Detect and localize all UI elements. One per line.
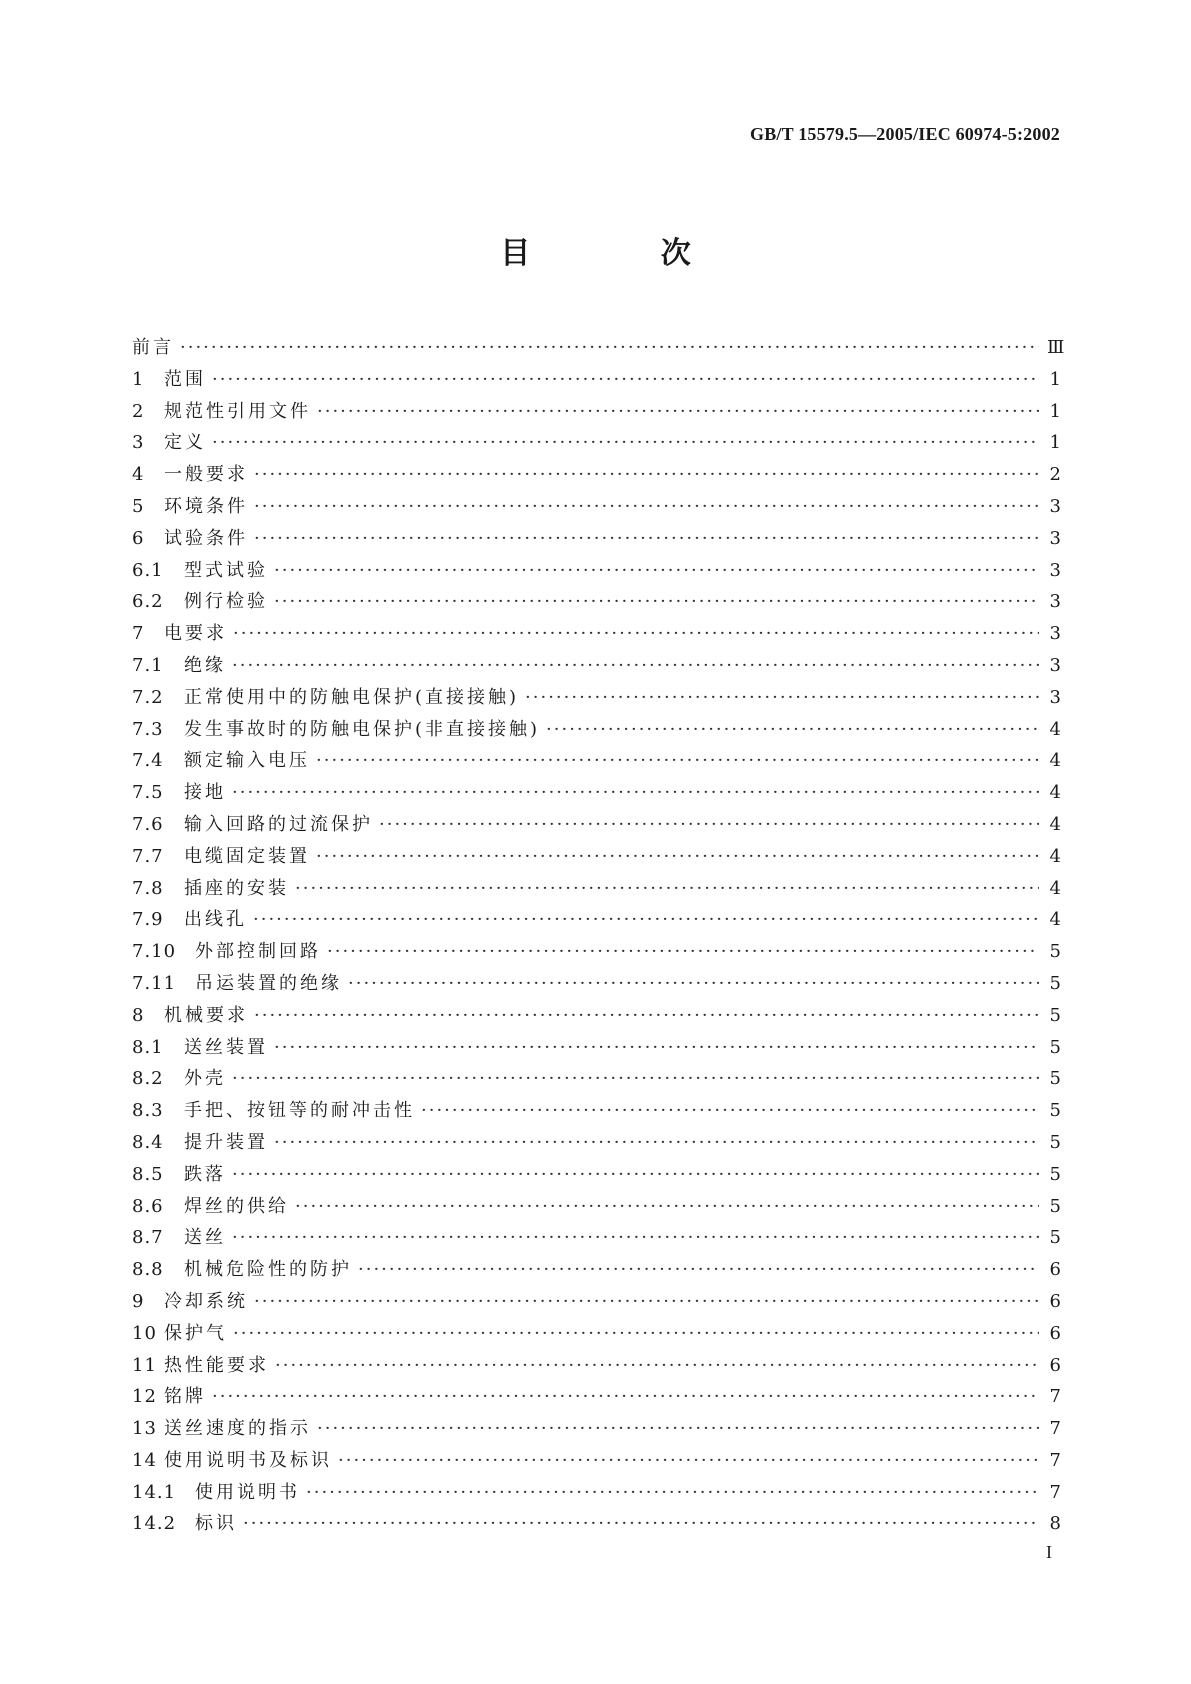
- toc-entry[interactable]: [132, 1382, 1061, 1414]
- toc-entry-label: 热性能要求: [164, 1354, 269, 1376]
- toc-dot-leader: [253, 909, 1039, 930]
- toc-entry[interactable]: [132, 460, 1061, 492]
- toc-entry-page: 8: [1049, 1513, 1061, 1535]
- toc-entry[interactable]: [132, 428, 1061, 460]
- toc-dot-leader: [316, 846, 1039, 867]
- toc-entry[interactable]: [132, 810, 1061, 842]
- toc-entry-label: 机械危险性的防护: [184, 1259, 352, 1281]
- toc-entry[interactable]: [132, 1064, 1061, 1096]
- toc-entry[interactable]: [132, 556, 1061, 588]
- toc-entry-number: 1: [132, 368, 145, 390]
- toc-entry-page: 5: [1049, 1036, 1061, 1058]
- toc-entry[interactable]: [132, 333, 1065, 365]
- toc-entry-page: 5: [1049, 1163, 1061, 1185]
- toc-dot-leader: [233, 1323, 1039, 1344]
- toc-entry[interactable]: [132, 1192, 1061, 1224]
- toc-entry-label: 出线孔: [184, 909, 247, 931]
- toc-dot-leader: [232, 1068, 1039, 1089]
- toc-entry-number: 3: [132, 432, 145, 454]
- toc-entry-label: 吊运装置的绝缘: [195, 972, 342, 994]
- toc-entry-page: 4: [1049, 782, 1061, 804]
- toc-entry[interactable]: [132, 1033, 1061, 1065]
- toc-entry-number: 5: [132, 495, 145, 517]
- toc-entry[interactable]: [132, 492, 1061, 524]
- toc-entry-number: 14.2: [132, 1513, 177, 1535]
- standard-number: GB/T 15579.5—2005/IEC 60974-5:2002: [750, 124, 1060, 144]
- toc-entry[interactable]: [132, 1255, 1061, 1287]
- toc-dot-leader: [338, 1450, 1039, 1471]
- toc-dot-leader: [243, 1513, 1039, 1534]
- toc-entry-number: 8.6: [132, 1195, 164, 1217]
- toc-entry-label: 外部控制回路: [195, 941, 321, 963]
- toc-entry[interactable]: [132, 1287, 1061, 1319]
- toc-entry-label: 机械要求: [164, 1004, 248, 1026]
- toc-entry-page: 5: [1049, 1195, 1061, 1217]
- toc-entry[interactable]: [132, 1160, 1061, 1192]
- toc-entry-number: 7.11: [132, 972, 177, 994]
- toc-entry-page: 2: [1049, 464, 1061, 486]
- toc-dot-leader: [546, 719, 1039, 740]
- toc-entry-number: 8.3: [132, 1100, 164, 1122]
- toc-entry-label: 铭牌: [164, 1386, 206, 1408]
- toc-dot-leader: [358, 1259, 1039, 1280]
- toc-entry-label: 提升装置: [184, 1131, 268, 1153]
- toc-dot-leader: [306, 1482, 1039, 1503]
- toc-entry[interactable]: [132, 842, 1061, 874]
- toc-entry-number: 7.2: [132, 686, 164, 708]
- toc-entry[interactable]: [132, 1446, 1061, 1478]
- toc-entry-page: 5: [1049, 1131, 1061, 1153]
- toc-dot-leader: [379, 814, 1039, 835]
- toc-entry-page: 3: [1049, 654, 1061, 676]
- toc-entry-number: 7.4: [132, 750, 164, 772]
- toc-entry-number: 8.1: [132, 1036, 164, 1058]
- toc-entry-number: 7.6: [132, 813, 164, 835]
- toc-entry-page: 7: [1049, 1481, 1061, 1503]
- toc-entry-page: 7: [1049, 1418, 1061, 1440]
- toc-entry-label: 正常使用中的防触电保护(直接接触): [184, 686, 520, 708]
- toc-entry[interactable]: [132, 1319, 1061, 1351]
- toc-dot-leader: [348, 973, 1039, 994]
- toc-entry-page: 3: [1049, 559, 1061, 581]
- toc-entry-number: 9: [132, 1290, 145, 1312]
- toc-dot-leader: [421, 1100, 1039, 1121]
- toc-entry[interactable]: [132, 587, 1061, 619]
- page-number: I: [1046, 1542, 1052, 1562]
- toc-entry-number: 7.9: [132, 909, 164, 931]
- toc-dot-leader: [274, 1132, 1039, 1153]
- toc-dot-leader: [275, 1355, 1039, 1376]
- toc-dot-leader: [254, 1005, 1039, 1026]
- toc-dot-leader: [232, 782, 1039, 803]
- toc-dot-leader: [233, 623, 1039, 644]
- toc-entry[interactable]: [132, 969, 1061, 1001]
- toc-dot-leader: [254, 464, 1039, 485]
- toc-entry-label: 插座的安装: [184, 877, 289, 899]
- toc-entry-page: 5: [1049, 1100, 1061, 1122]
- toc-entry-page: 4: [1049, 718, 1061, 740]
- toc-entry-label: 使用说明书及标识: [164, 1449, 332, 1471]
- toc-entry-page: 1: [1049, 432, 1061, 454]
- toc-entry[interactable]: [132, 683, 1061, 715]
- toc-entry-number: 6.1: [132, 559, 164, 581]
- toc-dot-leader: [212, 1386, 1039, 1407]
- toc-entry-label: 跌落: [184, 1163, 226, 1185]
- table-of-contents: [132, 333, 1065, 1541]
- toc-entry-number: 7.5: [132, 782, 164, 804]
- toc-entry-label: 使用说明书: [195, 1481, 300, 1503]
- toc-entry-number: 6.2: [132, 591, 164, 613]
- toc-entry-label: 焊丝的供给: [184, 1195, 289, 1217]
- toc-entry-page: 6: [1049, 1354, 1061, 1376]
- toc-entry-number: 8.4: [132, 1131, 164, 1153]
- toc-entry-page: 3: [1049, 623, 1061, 645]
- toc-entry-number: 8.7: [132, 1227, 164, 1249]
- toc-entry-number: 7.8: [132, 877, 164, 899]
- toc-entry[interactable]: [132, 1509, 1061, 1541]
- toc-entry-label: 前言: [132, 337, 174, 358]
- toc-entry-label: 发生事故时的防触电保护(非直接接触): [184, 718, 541, 740]
- toc-entry-label: 电缆固定装置: [184, 845, 310, 867]
- toc-entry-page: 1: [1049, 368, 1061, 390]
- toc-entry-number: 7.3: [132, 718, 164, 740]
- toc-dot-leader: [232, 1164, 1039, 1185]
- toc-entry-label: 环境条件: [164, 495, 248, 517]
- toc-entry-label: 保护气: [164, 1322, 227, 1344]
- toc-dot-leader: [254, 1291, 1039, 1312]
- toc-dot-leader: [254, 528, 1039, 549]
- toc-entry-number: 2: [132, 400, 145, 422]
- toc-entry[interactable]: [132, 524, 1061, 556]
- toc-entry[interactable]: [132, 619, 1061, 651]
- toc-dot-leader: [232, 1227, 1039, 1248]
- toc-entry-label: 规范性引用文件: [164, 400, 311, 422]
- toc-entry-label: 范围: [164, 368, 206, 390]
- page-title: 目 次: [500, 236, 751, 271]
- toc-entry-number: 7.7: [132, 845, 164, 867]
- toc-entry[interactable]: [132, 746, 1061, 778]
- toc-entry-page: 4: [1049, 750, 1061, 772]
- toc-entry[interactable]: [132, 397, 1061, 429]
- toc-entry-number: 8.8: [132, 1259, 164, 1281]
- toc-entry-label: 手把、按钮等的耐冲击性: [184, 1100, 415, 1122]
- toc-entry-page: 7: [1049, 1386, 1061, 1408]
- toc-entry-page: 4: [1049, 877, 1061, 899]
- toc-entry-label: 一般要求: [164, 464, 248, 486]
- toc-dot-leader: [295, 878, 1039, 899]
- toc-entry[interactable]: [132, 1414, 1061, 1446]
- toc-dot-leader: [274, 1037, 1039, 1058]
- toc-dot-leader: [212, 432, 1039, 453]
- toc-dot-leader: [317, 401, 1039, 422]
- toc-entry-number: 8.2: [132, 1068, 164, 1090]
- toc-entry-page: 5: [1049, 972, 1061, 994]
- toc-entry-label: 标识: [195, 1513, 237, 1535]
- toc-entry-number: 11: [132, 1354, 157, 1376]
- toc-entry-number: 14.1: [132, 1481, 177, 1503]
- toc-entry-label: 接地: [184, 782, 226, 804]
- toc-entry-page: 7: [1049, 1449, 1061, 1471]
- toc-entry-number: 6: [132, 527, 145, 549]
- toc-entry[interactable]: [132, 1478, 1061, 1510]
- toc-dot-leader: [317, 1418, 1039, 1439]
- toc-entry-page: 1: [1049, 400, 1061, 422]
- toc-entry-page: 5: [1049, 941, 1061, 963]
- toc-entry[interactable]: [132, 1001, 1061, 1033]
- toc-entry[interactable]: [132, 905, 1061, 937]
- toc-entry-number: 7: [132, 623, 145, 645]
- toc-entry[interactable]: [132, 1223, 1061, 1255]
- toc-entry-label: 送丝装置: [184, 1036, 268, 1058]
- toc-entry-label: 送丝: [184, 1227, 226, 1249]
- toc-dot-leader: [295, 1196, 1039, 1217]
- toc-dot-leader: [254, 496, 1039, 517]
- toc-entry-number: 12: [132, 1386, 157, 1408]
- toc-entry-label: 输入回路的过流保护: [184, 813, 373, 835]
- toc-dot-leader: [274, 560, 1039, 581]
- toc-entry-page: 4: [1049, 813, 1061, 835]
- toc-dot-leader: [212, 369, 1039, 390]
- toc-entry-label: 型式试验: [184, 559, 268, 581]
- toc-entry-number: 8.5: [132, 1163, 164, 1185]
- toc-entry-page: 5: [1049, 1004, 1061, 1026]
- toc-entry[interactable]: [132, 1128, 1061, 1160]
- toc-entry-page: 3: [1049, 591, 1061, 613]
- toc-entry[interactable]: [132, 778, 1061, 810]
- toc-entry[interactable]: [132, 1351, 1061, 1383]
- toc-entry-number: 8: [132, 1004, 145, 1026]
- toc-entry-number: 14: [132, 1449, 157, 1471]
- toc-entry-page: 3: [1049, 686, 1061, 708]
- toc-entry-label: 冷却系统: [164, 1290, 248, 1312]
- toc-entry-page: 4: [1049, 845, 1061, 867]
- toc-entry[interactable]: [132, 937, 1061, 969]
- toc-entry-label: 额定输入电压: [184, 750, 310, 772]
- toc-dot-leader: [232, 655, 1039, 676]
- toc-dot-leader: [525, 687, 1039, 708]
- toc-entry-label: 定义: [164, 432, 206, 454]
- toc-entry-page: 3: [1049, 527, 1061, 549]
- toc-entry-page: Ⅲ: [1047, 337, 1065, 358]
- toc-entry-label: 试验条件: [164, 527, 248, 549]
- toc-entry-label: 绝缘: [184, 654, 226, 676]
- toc-dot-leader: [180, 337, 1039, 358]
- toc-entry-page: 4: [1049, 909, 1061, 931]
- toc-entry-page: 3: [1049, 495, 1061, 517]
- toc-entry-label: 例行检验: [184, 591, 268, 613]
- toc-entry-number: 7.10: [132, 941, 177, 963]
- toc-entry-page: 6: [1049, 1259, 1061, 1281]
- toc-dot-leader: [327, 941, 1039, 962]
- toc-dot-leader: [316, 750, 1039, 771]
- toc-entry-label: 外壳: [184, 1068, 226, 1090]
- toc-entry[interactable]: [132, 651, 1061, 683]
- toc-entry-number: 13: [132, 1418, 157, 1440]
- toc-entry-number: 10: [132, 1322, 157, 1344]
- toc-entry-number: 4: [132, 464, 145, 486]
- toc-entry[interactable]: [132, 1096, 1061, 1128]
- toc-entry-page: 6: [1049, 1322, 1061, 1344]
- toc-entry-page: 5: [1049, 1068, 1061, 1090]
- toc-entry-label: 送丝速度的指示: [164, 1418, 311, 1440]
- toc-entry-page: 5: [1049, 1227, 1061, 1249]
- toc-entry-label: 电要求: [164, 623, 227, 645]
- toc-entry-number: 7.1: [132, 654, 164, 676]
- toc-entry[interactable]: [132, 874, 1061, 906]
- toc-entry[interactable]: [132, 365, 1061, 397]
- toc-dot-leader: [274, 591, 1039, 612]
- toc-entry-page: 6: [1049, 1290, 1061, 1312]
- toc-entry[interactable]: [132, 715, 1061, 747]
